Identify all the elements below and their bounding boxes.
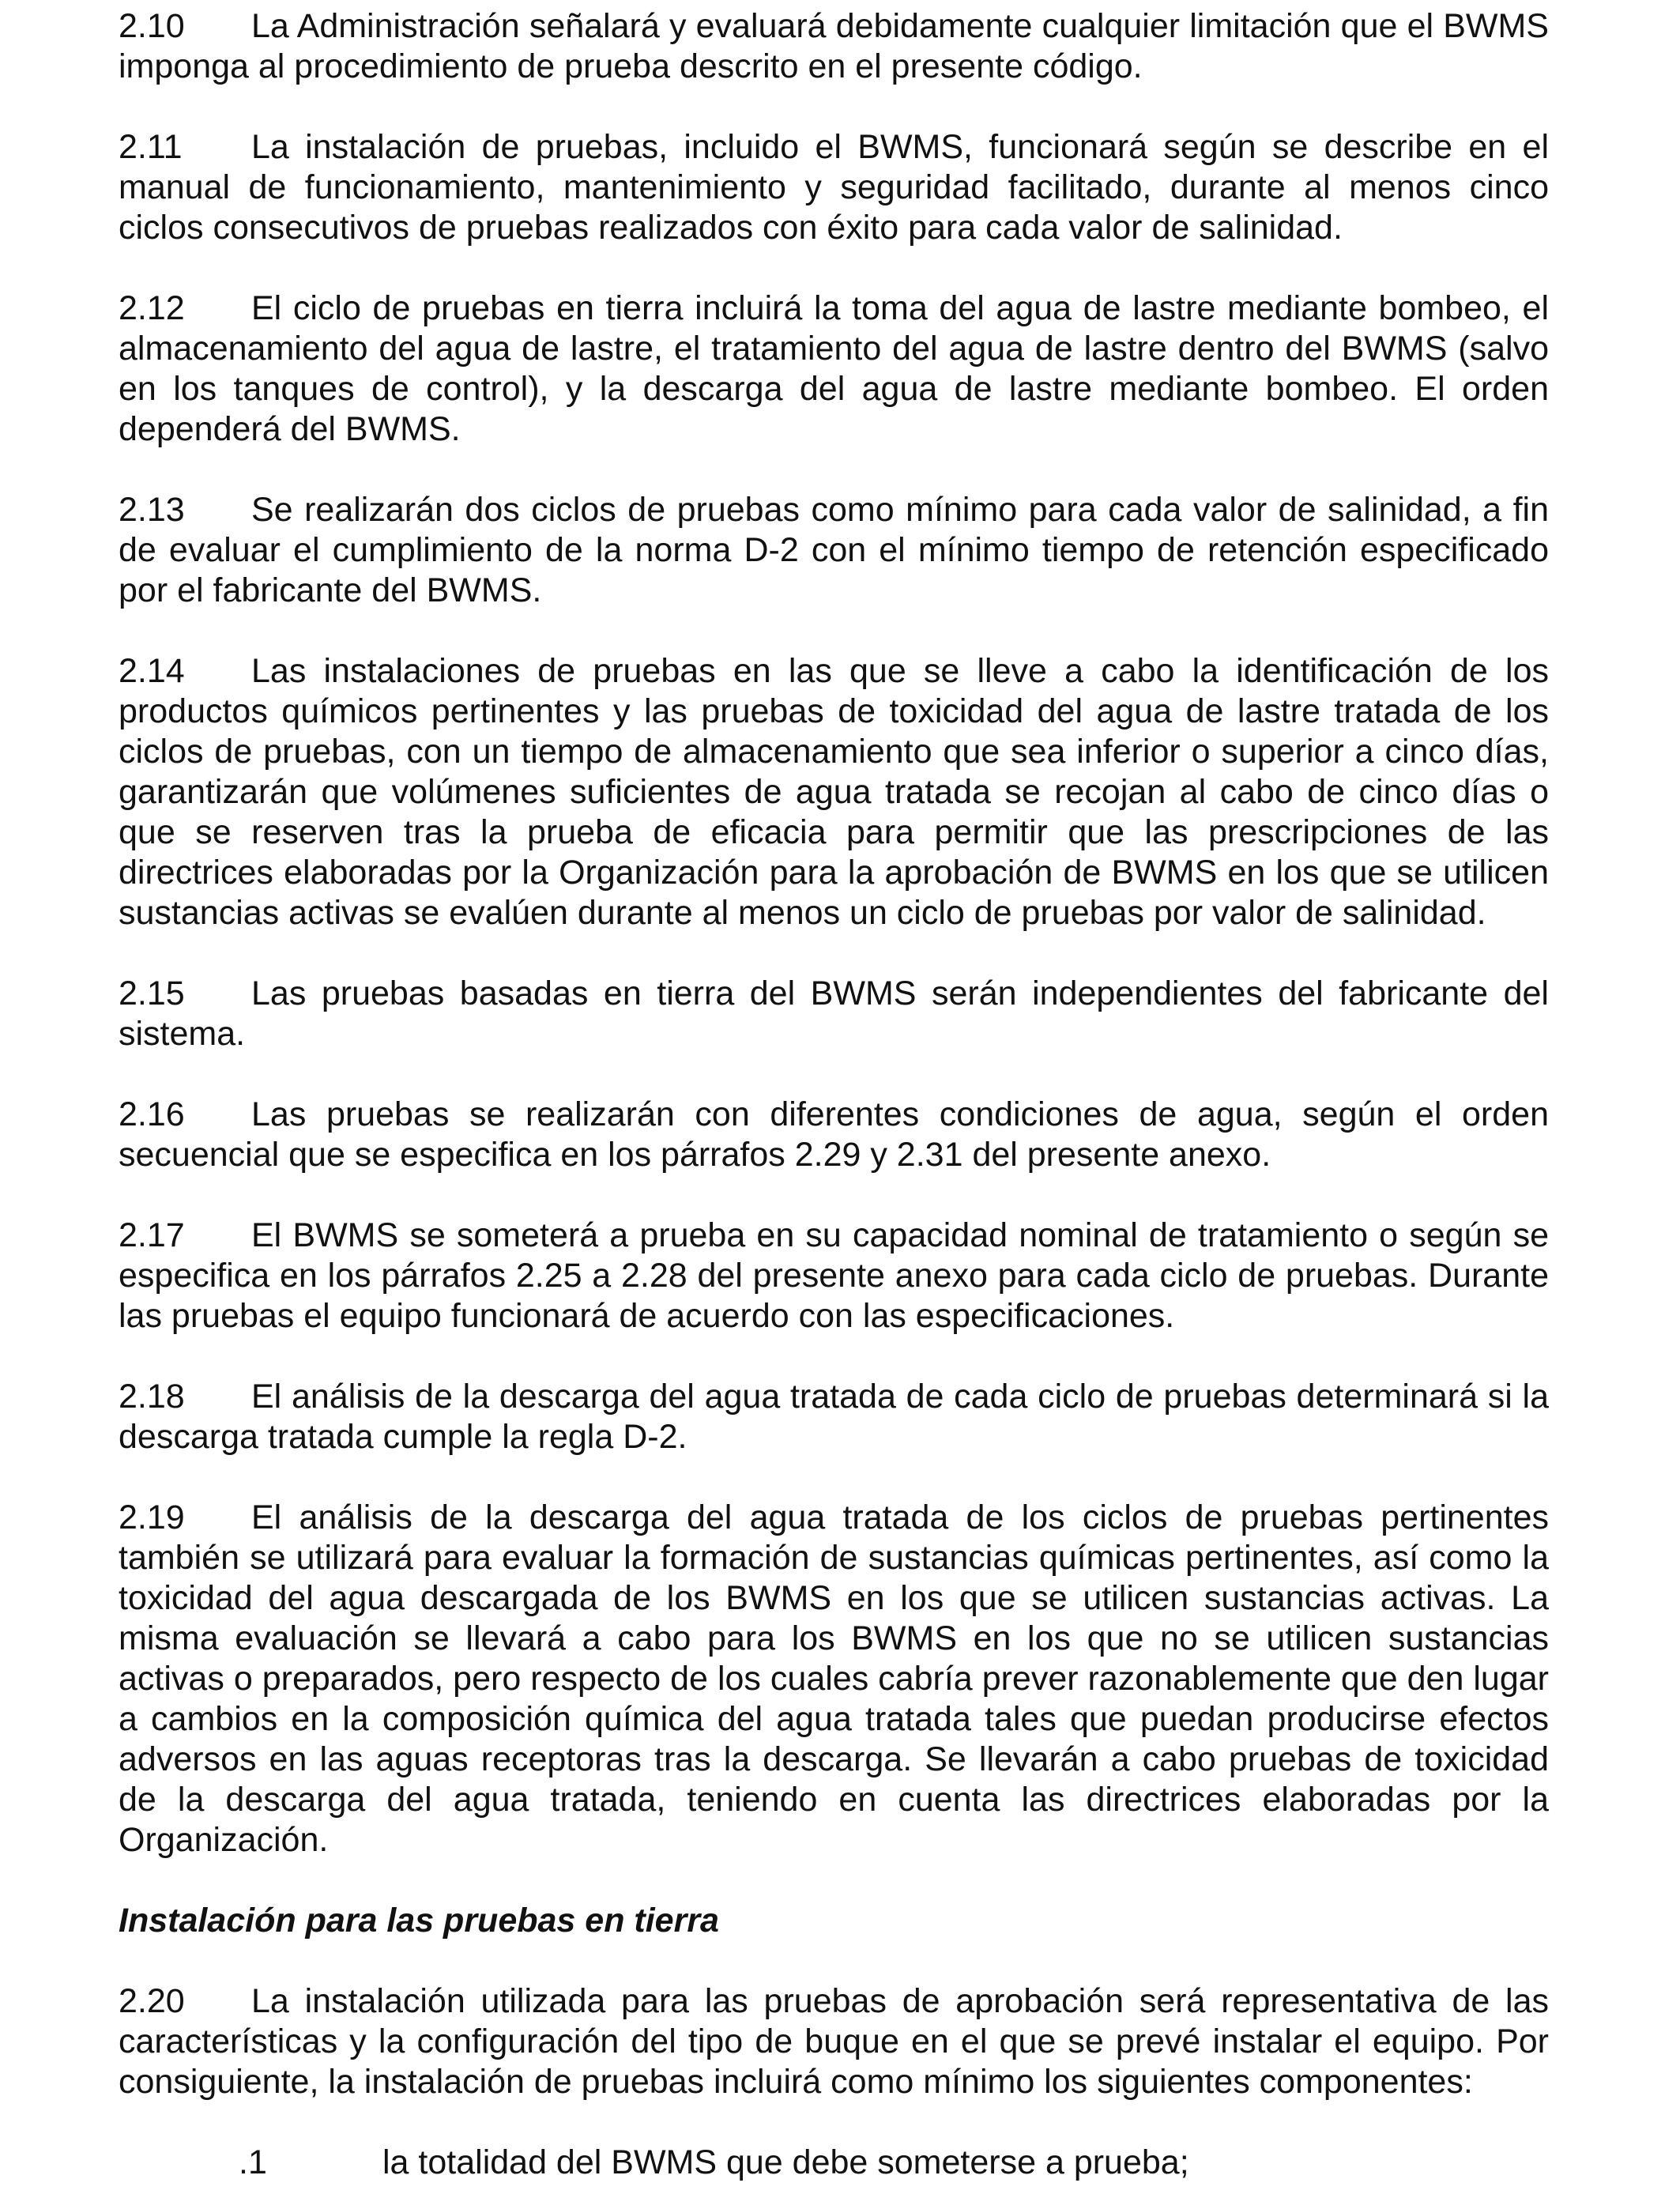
paragraph-number: 2.12: [119, 289, 185, 327]
paragraph-2-17: [119, 1216, 1549, 1336]
paragraph-text: La instalación utilizada para las pruebas de aprobación será representativa de las características y la configuración del tipo de buque en el que se prevé instalar el equipo. Por consiguiente, la instalación de pruebas incluirá como mínimo los siguientes componentes:: [119, 1982, 1549, 2101]
paragraph-text: La Administración señalará y evaluará debidamente cualquier limitación que el BWMS imponga al procedimiento de prueba descrito en el presente código.: [119, 7, 1549, 85]
paragraph-2-18: [119, 1377, 1549, 1457]
paragraph-number: 2.11: [119, 128, 183, 166]
paragraph-number: 2.18: [119, 1378, 185, 1416]
paragraph-text: El análisis de la descarga del agua tratada de los ciclos de pruebas pertinentes también se utilizará para evaluar la formación de sustancias químicas pertinentes, así como la toxicidad del agua descargada de los BWMS en los que se utilicen sustancias activas. La misma evaluación se llevará a cabo para los BWMS en los que no se utilicen sustancias activas o preparados, pero respecto de los cuales cabría prever razonablemente que den lugar a cambios en la composición química del agua tratada tales que puedan producirse efectos adversos en las aguas receptoras tras la descarga. Se llevarán a cabo pruebas de toxicidad de la descarga del agua tratada, teniendo en cuenta las directrices elaboradas por la Organización.: [119, 1498, 1549, 1859]
paragraph-number: 2.19: [119, 1498, 185, 1536]
paragraph-2-13: [119, 490, 1549, 611]
paragraph-2-15: [119, 974, 1549, 1054]
paragraph-number: 2.20: [119, 1982, 185, 2020]
paragraph-number: 2.15: [119, 974, 185, 1012]
list-item: [119, 2143, 1549, 2183]
paragraph-text: Las pruebas basadas en tierra del BWMS serán independientes del fabricante del sistema.: [119, 974, 1549, 1053]
paragraph-number: 2.16: [119, 1095, 185, 1133]
paragraph-2-19: [119, 1498, 1549, 1860]
list-item-number: .1: [239, 2143, 267, 2181]
paragraph-text: El BWMS se someterá a prueba en su capacidad nominal de tratamiento o según se especifica en los párrafos 2.25 a 2.28 del presente anexo para cada ciclo de pruebas. Durante las pruebas el equipo funcionará de acuerdo con las especificaciones.: [119, 1216, 1549, 1335]
paragraph-number: 2.17: [119, 1216, 185, 1254]
paragraph-number: 2.14: [119, 652, 185, 690]
paragraph-text: El ciclo de pruebas en tierra incluirá la toma del agua de lastre mediante bombeo, el almacenamiento del agua de lastre, el tratamiento del agua de lastre dentro del BWMS (salvo en los tanques de control), y la descarga del agua de lastre mediante bombeo. El orden dependerá del BWMS.: [119, 289, 1549, 448]
paragraph-2-16: [119, 1095, 1549, 1175]
paragraph-text: Las instalaciones de pruebas en las que se lleve a cabo la identificación de los productos químicos pertinentes y las pruebas de toxicidad del agua de lastre tratada de los ciclos de pruebas, con un tiempo de almacenamiento que sea inferior o superior a cinco días, garantizarán que volúmenes suficientes de agua tratada se recojan al cabo de cinco días o que se reserven tras la prueba de eficacia para permitir que las prescripciones de las directrices elaboradas por la Organización para la aprobación de BWMS en los que se utilicen sustancias activas se evalúen durante al menos un ciclo de pruebas por valor de salinidad.: [119, 652, 1549, 932]
paragraph-2-11: [119, 127, 1549, 248]
document-page: [119, 6, 1549, 2183]
paragraph-2-10: [119, 6, 1549, 87]
section-heading: Instalación para las pruebas en tierra: [119, 1902, 719, 1940]
paragraph-2-12: [119, 288, 1549, 450]
paragraph-2-14: [119, 651, 1549, 933]
list-item-text: la totalidad del BWMS que debe someterse a prueba;: [382, 2143, 1189, 2181]
paragraph-text: Se realizarán dos ciclos de pruebas como mínimo para cada valor de salinidad, a fin de evaluar el cumplimiento de la norma D-2 con el mínimo tiempo de retención especificado por el fabricante del BWMS.: [119, 491, 1549, 609]
paragraph-text: El análisis de la descarga del agua tratada de cada ciclo de pruebas determinará si la descarga tratada cumple la regla D-2.: [119, 1378, 1549, 1456]
paragraph-text: La instalación de pruebas, incluido el BWMS, funcionará según se describe en el manual de funcionamiento, mantenimiento y seguridad facilitado, durante al menos cinco ciclos consecutivos de pruebas realizados con éxito para cada valor de salinidad.: [119, 128, 1549, 247]
paragraph-text: Las pruebas se realizarán con diferentes condiciones de agua, según el orden secuencial que se especifica en los párrafos 2.29 y 2.31 del presente anexo.: [119, 1095, 1549, 1174]
paragraph-number: 2.13: [119, 491, 185, 529]
paragraph-number: 2.10: [119, 7, 185, 45]
paragraph-2-20: [119, 1981, 1549, 2102]
